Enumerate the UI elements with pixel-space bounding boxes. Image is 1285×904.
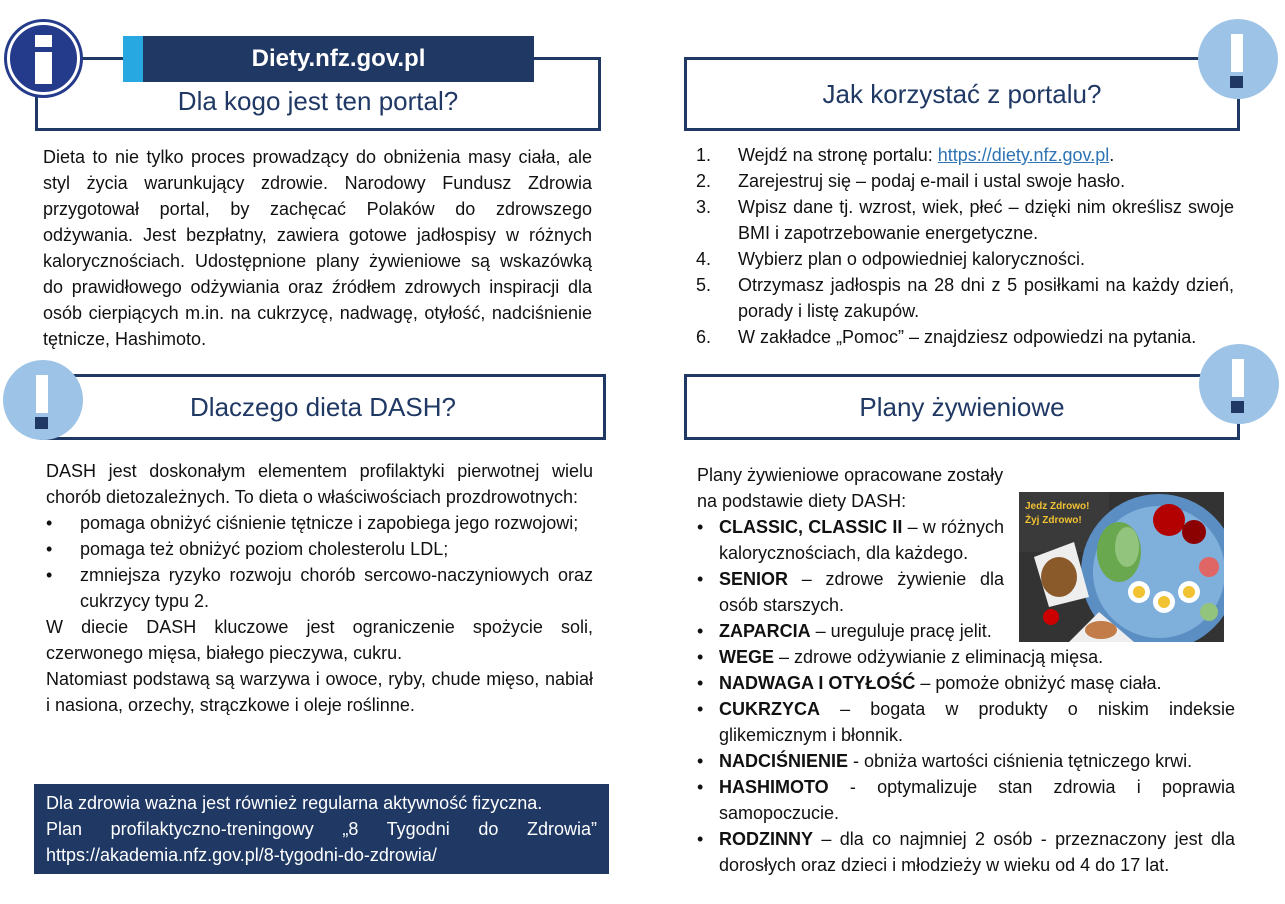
plans-section xyxy=(697,462,1235,878)
list-item: • SENIOR – zdrowe żywienie dla osób starszych. xyxy=(697,569,1004,615)
exclamation-icon xyxy=(1198,19,1278,99)
section4-title: Plany żywieniowe xyxy=(859,391,1065,422)
list-item: • WEGE – zdrowe odżywianie z eliminacją mięsa. xyxy=(697,647,1104,667)
step-item: 5. Otrzymasz jadłospis na 28 dni z 5 posiłkami na każdy dzień, porady i listę zakupów. xyxy=(696,275,1234,321)
activity-box xyxy=(34,784,609,874)
section3-para2: W diecie DASH kluczowe jest ograniczenie spożycie soli, czerwonego mięsa, białego pieczywa, cukru. xyxy=(46,617,593,663)
banner-accent xyxy=(123,36,143,82)
step-item: 3. Wpisz dane tj. wzrost, wiek, płeć – dzięki nim określisz swoje BMI i zapotrzebowanie energetyczne. xyxy=(696,197,1234,243)
section3-body xyxy=(46,458,593,718)
step-item: 4. Wybierz plan o odpowiedniej kaloryczności. xyxy=(696,249,1086,269)
list-item: • pomaga obniżyć ciśnienie tętnicze i zapobiega jego rozwojowi; xyxy=(46,513,579,533)
list-item: • NADWAGA I OTYŁOŚĆ – pomoże obniżyć masę ciała. xyxy=(697,673,1162,693)
activity-line-2: Plan profilaktyczno-treningowy „8 Tygodni do Zdrowia” xyxy=(46,819,597,839)
step-item: 1. Wejdź na stronę portalu: https://diety.nfz.gov.pl. xyxy=(696,145,1115,165)
info-icon xyxy=(4,19,83,98)
step-item: 6. W zakładce „Pomoc” – znajdziesz odpowiedzi na pytania. xyxy=(696,327,1197,347)
list-item: • RODZINNY – dla co najmniej 2 osób - przeznaczony jest dla dorosłych oraz dzieci i młodzieży w wieku od 4 do 17 lat. xyxy=(697,829,1235,875)
exclamation-icon xyxy=(1199,344,1279,424)
section1-title: Dla kogo jest ten portal? xyxy=(177,85,459,116)
section2-title-box xyxy=(684,57,1240,131)
dash-benefits-list xyxy=(46,510,593,614)
section3-title-box xyxy=(40,374,606,440)
step-item: 2. Zarejestruj się – podaj e-mail i ustal swoje hasło. xyxy=(696,171,1126,191)
steps-list xyxy=(686,142,1234,350)
exclamation-icon xyxy=(3,360,83,440)
banner-title: Diety.nfz.gov.pl xyxy=(251,45,426,72)
section3-intro: DASH jest doskonałym elementem profilaktyki pierwotnej wielu chorób dietozależnych. To dieta o właściwościach prozdrowotnych: xyxy=(46,461,593,507)
list-item: • zmniejsza ryzyko rozwoju chorób sercowo-naczyniowych oraz cukrzycy typu 2. xyxy=(46,565,593,611)
food-image-caption: Jedz Zdrowo! Żyj Zdrowo! xyxy=(1025,501,1090,526)
section3-para3: Natomiast podstawą są warzywa i owoce, ryby, chude mięso, nabiał i nasiona, orzechy, strączkowe i oleje roślinne. xyxy=(46,669,593,715)
list-item: • pomaga też obniżyć poziom cholesterolu LDL; xyxy=(46,539,449,559)
section4-title-box xyxy=(684,374,1240,440)
list-item: • CUKRZYCA – bogata w produkty o niskim indeksie glikemicznym i błonnik. xyxy=(697,699,1235,745)
plans-list xyxy=(697,514,1235,878)
plans-intro: Plany żywieniowe opracowane zostały na podstawie diety DASH: xyxy=(697,465,1004,511)
list-item: • CLASSIC, CLASSIC II – w różnych kalorycznościach, dla każdego. xyxy=(697,517,1004,563)
activity-link[interactable]: https://akademia.nfz.gov.pl/8-tygodni-do-zdrowia/ xyxy=(46,845,437,865)
header-banner xyxy=(123,36,534,82)
section2-title: Jak korzystać z portalu? xyxy=(822,78,1102,109)
list-item: • NADCIŚNIENIE - obniża wartości ciśnienia tętniczego krwi. xyxy=(697,751,1193,771)
list-item: • HASHIMOTO - optymalizuje stan zdrowia i poprawia samopoczucie. xyxy=(697,777,1235,823)
list-item: • ZAPARCIA – ureguluje pracę jelit. xyxy=(697,621,992,641)
activity-line-1: Dla zdrowia ważna jest również regularna aktywność fizyczna. xyxy=(46,793,543,813)
section1-body: Dieta to nie tylko proces prowadzący do obniżenia masy ciała, ale styl życia warunkujący zdrowie. Narodowy Fundusz Zdrowia przygotował portal, by zachęcać Polaków do zdrowszego odżywania. Jest bezpłatny, zawiera gotowe jadłospisy w różnych kalorycznościach. Udostępnione plany żywieniowe są wskazówką do prawidłowego odżywiania oraz źródłem zdrowych inspiracji dla osób cierpiących m.in. na cukrzycę, nadwagę, otyłość, nadciśnienie tętnicze, Hashimoto. xyxy=(43,147,592,349)
portal-link[interactable]: https://diety.nfz.gov.pl xyxy=(937,145,1110,165)
section3-title: Dlaczego dieta DASH? xyxy=(190,391,456,422)
